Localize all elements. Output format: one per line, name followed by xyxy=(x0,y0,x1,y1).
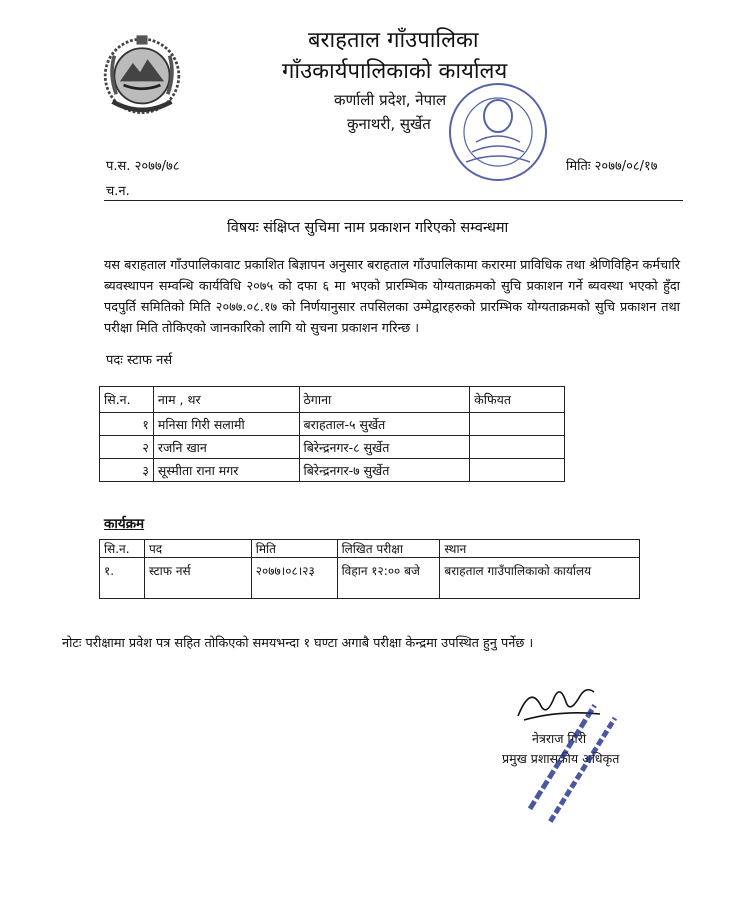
dispatch-number: च.न. xyxy=(106,184,130,199)
province-line: कर्णाली प्रदेश, नेपाल xyxy=(334,91,447,109)
venue-cell: बराहताल गाउँपालिकाको कार्यालय xyxy=(440,558,640,599)
column-header: स्थान xyxy=(440,540,640,558)
post-cell: स्टाफ नर्स xyxy=(144,558,251,599)
letter-date: मितिः २०७७/०८/१७ xyxy=(566,159,658,174)
table-header-row xyxy=(100,540,640,558)
column-header: लिखित परीक्षा xyxy=(337,540,440,558)
post-label: पदः स्टाफ नर्स xyxy=(106,353,173,368)
office-stamp-icon xyxy=(436,80,556,190)
date-cell: २०७७।०८।२३ xyxy=(251,558,337,599)
signatory-title: प्रमुख प्रशासकीय अधिकृत xyxy=(502,751,620,766)
table-row xyxy=(100,558,640,599)
table-row xyxy=(100,413,565,436)
address-cell: बिरेन्द्रनगर-७ सुर्खेत xyxy=(299,459,470,482)
reference-number: प.स. २०७७/७८ xyxy=(106,159,180,174)
schedule-title: कार्यक्रम xyxy=(104,516,145,532)
column-header: पद xyxy=(144,540,251,558)
column-header: सि.न. xyxy=(100,387,154,413)
column-header: नाम , थर xyxy=(153,387,299,413)
exam-time-cell: विहान १२:०० बजे xyxy=(337,558,440,599)
signatory-name: नेत्रराज गिरी xyxy=(532,731,587,746)
address-cell: बराहताल-५ सुर्खेत xyxy=(299,413,470,436)
column-header: केफियत xyxy=(470,387,565,413)
column-header: ठेगाना xyxy=(299,387,470,413)
notice-body: यस बराहताल गाँउपालिकावाट प्रकाशित बिज्ञापन अनुसार बराहताल गाँउपालिकामा करारमा प्राविधिक तथा श्रेणिविहिन कर्मचारि ब्यवस्थापन सम्वन्धि कार्यविधि २०७५ को दफा ६ मा भएको प्रारम्भिक योग्यताक्रमको सुचि प्रकाशन गर्ने ब्यवस्था भएको हुँदा पदपुर्ति समितिको मिति २०७७.०८.१७ को निर्णयानुसार तपसिलका उम्मेद्वारहरुको प्रारम्भिक योग्यताक्रमको सुचि प्रकाशन तथा परीक्षा मिति तोकिएको जानकारिको लागि यो सुचना प्रकाशन गरिन्छ । xyxy=(104,258,680,336)
nepal-emblem-icon xyxy=(96,28,188,120)
table-row xyxy=(100,459,565,482)
name-cell: मनिसा गिरी सलामी xyxy=(153,413,299,436)
serial-cell: १ xyxy=(100,413,154,436)
remarks-cell xyxy=(470,413,565,436)
remarks-cell xyxy=(470,436,565,459)
header-divider xyxy=(104,200,683,201)
serial-cell: १. xyxy=(100,558,145,599)
column-header: मिति xyxy=(251,540,337,558)
candidate-table xyxy=(99,386,565,482)
note-line: नोटः परीक्षामा प्रवेश पत्र सहित तोकिएको समयभन्दा १ घण्टा अगाबै परीक्षा केन्द्रमा उपस्थित हुनु पर्नेछ । xyxy=(62,636,534,651)
name-cell: सूस्मीता राना मगर xyxy=(153,459,299,482)
serial-cell: २ xyxy=(100,436,154,459)
name-cell: रजनि खान xyxy=(153,436,299,459)
serial-cell: ३ xyxy=(100,459,154,482)
subject-line: विषयः संक्षिप्त सुचिमा नाम प्रकाशन गरिएको सम्वन्धमा xyxy=(227,220,509,236)
office-name: गाँउकार्यपालिकाको कार्यालय xyxy=(282,59,508,84)
place-line: कुनाथरी, सुर्खेत xyxy=(347,115,431,133)
signatory-stamp-icon xyxy=(500,690,650,840)
address-cell: बिरेन्द्रनगर-८ सुर्खेत xyxy=(299,436,470,459)
organization-name: बराहताल गाँउपालिका xyxy=(308,28,479,53)
column-header: सि.न. xyxy=(100,540,145,558)
table-row xyxy=(100,436,565,459)
remarks-cell xyxy=(470,459,565,482)
schedule-table xyxy=(99,539,640,599)
table-header-row xyxy=(100,387,565,413)
